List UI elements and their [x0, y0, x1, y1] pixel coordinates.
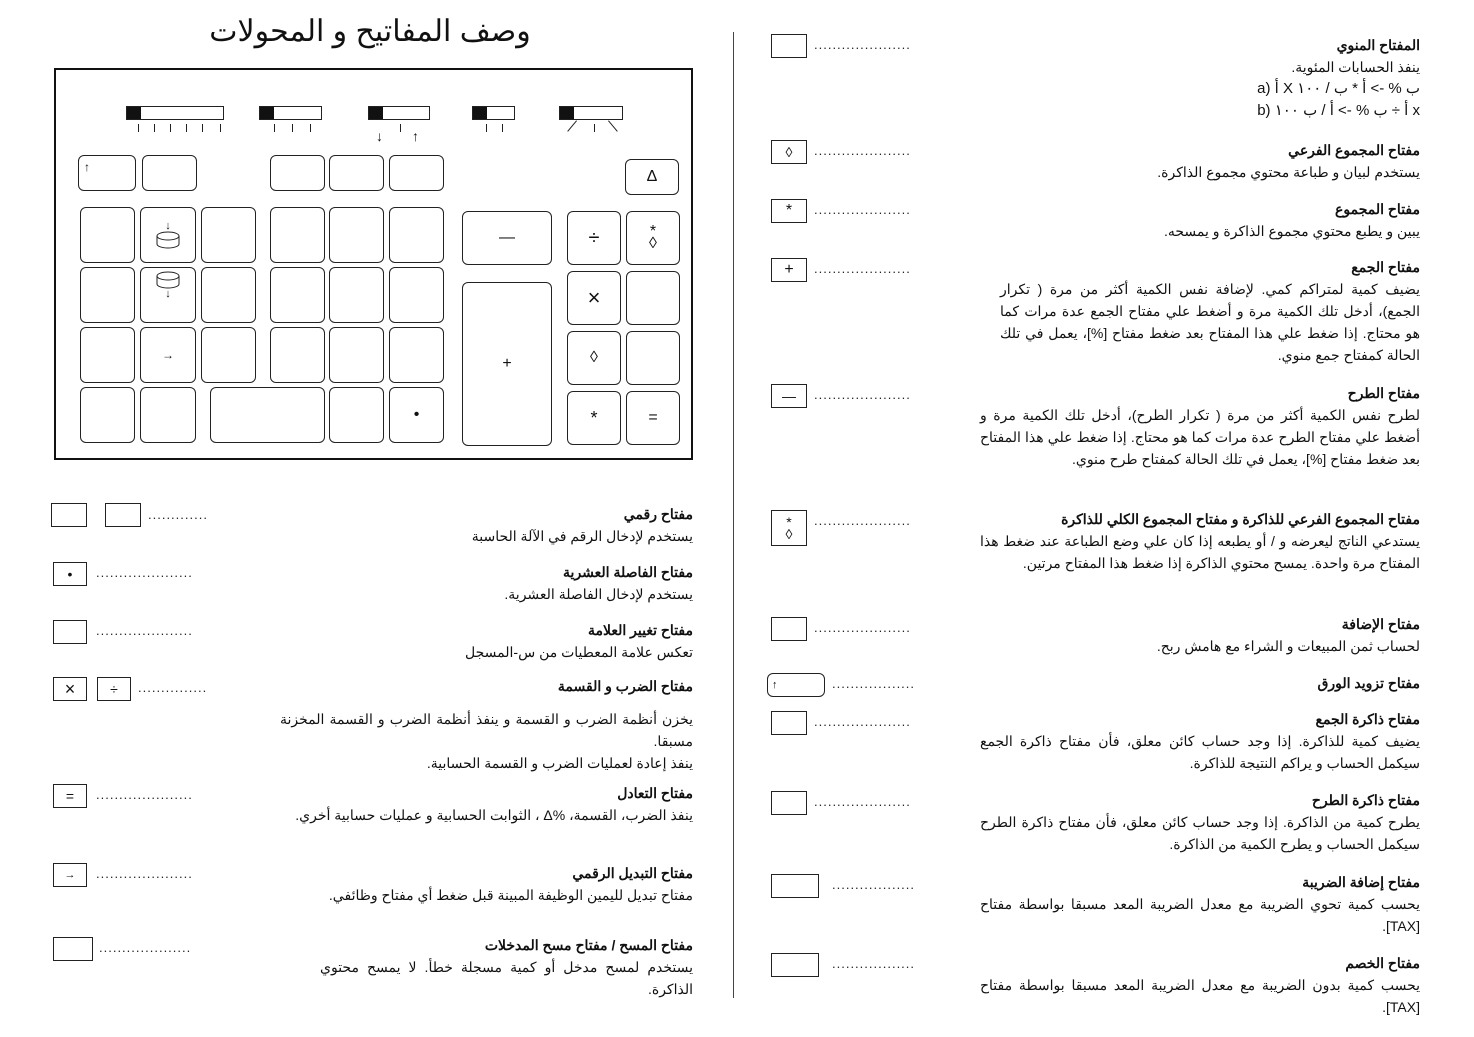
memory-minus-key-icon — [771, 791, 807, 815]
sign-change-key-icon — [53, 620, 87, 644]
entry-markup-key — [1000, 613, 1420, 657]
tax-minus-key[interactable] — [329, 155, 384, 191]
multiply-key[interactable]: × — [567, 271, 621, 325]
entry-title: مفتاح المسح / مفتاح مسح المدخلات — [484, 937, 693, 953]
shift-key-icon: → — [53, 863, 87, 887]
entry-description: لطرح نفس الكمية أكثر من مرة ( تكرار الطرح)، أدخل تلك الكمية مرة و أضغط علي مفتاح الطرح عدة مرات كما هو محتاج. إذا ضغط علي هذا المفتاح بعد ضغط مفتاح [%]، يعمل في تلك الحالة كمفتاح طرح منوي. — [980, 407, 1420, 467]
memory-minus-key[interactable] — [140, 267, 196, 323]
star-icon: * — [786, 514, 792, 530]
number-key[interactable] — [80, 207, 135, 263]
round-direction-switch[interactable] — [368, 106, 430, 120]
entry-title: مفتاح المجموع الفرعي للذاكرة و مفتاح المجموع الكلي للذاكرة — [1061, 511, 1420, 527]
entry-description: ينفذ الضرب، القسمة، %Δ ، الثوابت الحسابية و عمليات حسابية أخري. — [295, 807, 693, 823]
clear-key-icon — [53, 937, 93, 961]
down-arrow-icon: ↓ — [165, 220, 171, 232]
number-key[interactable] — [270, 327, 325, 383]
entry-description: تعكس علامة المعطيات من س-المسجل — [465, 644, 693, 660]
number-key[interactable] — [270, 267, 325, 323]
paper-feed-key-icon: ↑ — [767, 673, 825, 697]
memory-plus-key[interactable] — [140, 207, 196, 263]
subtotal-key-icon: ◊ — [771, 140, 807, 164]
entry-title: مفتاح المجموع — [1335, 201, 1420, 217]
leader-dots: ..................... — [814, 513, 911, 528]
entry-description: يبين و يطبع محتوي مجموع الذاكرة و يمسحه. — [1163, 223, 1420, 239]
number-key[interactable] — [270, 207, 325, 263]
double-zero-key[interactable] — [329, 387, 384, 443]
number-key[interactable] — [389, 267, 444, 323]
entry-memory-subtotal-key — [980, 508, 1420, 574]
entry-decimal-key — [300, 561, 693, 605]
entry-title: المفتاح المنوي — [1336, 37, 1420, 53]
entry-multiply-divide-key — [280, 675, 693, 774]
shift-key[interactable]: → — [140, 327, 196, 383]
entry-description: يستخدم لمسح مدخل أو كمية مسجلة خطأ. لا يمسح محتوي الذاكرة. — [320, 959, 693, 997]
formula-a: a) أ X ب % -> أ * ب / ١٠٠ — [1257, 80, 1420, 97]
number-key[interactable] — [389, 207, 444, 263]
number-key[interactable] — [389, 327, 444, 383]
entry-tax-minus-key — [980, 952, 1420, 1018]
leader-dots: .................. — [832, 956, 916, 971]
entry-sign-change-key — [300, 619, 693, 663]
entry-description: يحسب كمية بدون الضريبة مع معدل الضريبة المعد مسبقا بواسطة مفتاح [TAX]. — [980, 977, 1420, 1015]
round-down-arrow-icon: ↓ — [376, 128, 383, 144]
percent-key-icon — [771, 34, 807, 58]
entry-title: مفتاح الجمع — [1351, 259, 1420, 275]
entry-title: مفتاح ذاكرة الطرح — [1311, 792, 1420, 808]
sign-change-key[interactable] — [626, 331, 680, 385]
leader-dots: ..................... — [96, 565, 193, 580]
memory-drum-icon — [155, 271, 181, 289]
equals-key-icon: = — [53, 784, 87, 808]
number-key[interactable] — [140, 387, 196, 443]
entry-description: يستخدم لإدخال الرقم في الآلة الحاسبة — [471, 528, 693, 544]
entry-description: يستخدم لبيان و طباعة محتوي مجموع الذاكرة. — [1157, 164, 1420, 180]
tax-plus-key-icon — [771, 874, 819, 898]
entry-description: يضيف كمية لمتراكم كمي. لإضافة نفس الكمية أكثر من مرة ( تكرار الجمع)، أدخل تلك الكمية مرة و أضغط علي مفتاح الجمع عدة مرات كما هو محتاج. إذا ضغط علي هذا المفتاح بعد ضغط مفتاح [%]، يعمل في تلك الحالة كمفتاح جمع منوي. — [1000, 281, 1420, 363]
plus-key[interactable]: + — [462, 282, 552, 446]
down-arrow-icon: ↓ — [165, 288, 171, 300]
number-key[interactable] — [329, 327, 384, 383]
minus-key-icon: — — [771, 384, 807, 408]
paper-feed-key[interactable]: ↑ — [78, 155, 136, 191]
entry-minus-key — [980, 382, 1420, 470]
entry-title: مفتاح الإضافة — [1341, 616, 1420, 632]
leader-dots: ..................... — [814, 387, 911, 402]
formula-b: b) أ ÷ ب % -> أ / ب ١٠٠ x — [1257, 102, 1420, 119]
entry-title: مفتاح الطرح — [1347, 385, 1420, 401]
plus-key-icon: + — [771, 258, 807, 282]
switch-mark — [567, 120, 578, 132]
number-key[interactable] — [201, 267, 256, 323]
column-divider — [733, 32, 734, 998]
entry-description: ينفذ إعادة لعمليات الضرب و القسمة الحسابية. — [426, 755, 693, 771]
leader-dots: .................... — [99, 940, 192, 955]
entry-description: يضيف كمية للذاكرة. إذا وجد حساب كائن معلق، فأن مفتاح ذاكرة الجمع سيكمل الحساب و يراكم النتيجة للذاكرة. — [980, 733, 1420, 771]
delta-percent-key[interactable]: Δ — [625, 159, 679, 195]
numeric-key-icon — [51, 503, 87, 527]
clear-key[interactable] — [80, 387, 135, 443]
subtotal-key[interactable]: ◊ — [567, 331, 621, 385]
leader-dots: ..................... — [814, 202, 911, 217]
leader-dots: ..................... — [96, 787, 193, 802]
entry-title: مفتاح تغيير العلامة — [588, 622, 693, 638]
equals-key[interactable]: = — [626, 391, 680, 445]
entry-subtotal-key — [1000, 139, 1420, 183]
entry-title: مفتاح المجموع الفرعي — [1288, 142, 1420, 158]
rounding-switch[interactable] — [259, 106, 322, 120]
leader-dots: ............... — [138, 680, 208, 695]
leader-dots: ..................... — [96, 866, 193, 881]
entry-title: مفتاح تزويد الورق — [1317, 675, 1420, 691]
leader-dots: ..................... — [814, 261, 911, 276]
entry-equals-key — [265, 782, 693, 826]
entry-title: مفتاح الخصم — [1345, 955, 1420, 971]
entry-memory-minus-key — [980, 789, 1420, 855]
entry-description: ينفذ الحسابات المئوية. — [1291, 59, 1420, 75]
tax-minus-key-icon — [771, 953, 819, 977]
leader-dots: .................. — [832, 877, 916, 892]
numeric-key-icon — [105, 503, 141, 527]
divide-key-icon: ÷ — [97, 677, 131, 701]
entry-title: مفتاح إضافة الضريبة — [1302, 874, 1420, 890]
entry-clear-key — [320, 934, 693, 1000]
memory-subtotal-total-key-icon — [771, 510, 807, 546]
entry-tax-plus-key — [980, 871, 1420, 937]
leader-dots: ..................... — [96, 623, 193, 638]
entry-description: مفتاح تبديل لليمين الوظيفة المبينة قبل ضغط أي مفتاح وظائفي. — [328, 887, 693, 903]
entry-title: مفتاح الفاصلة العشرية — [563, 564, 693, 580]
entry-description: يحسب كمية تحوي الضريبة مع معدل الضريبة المعد مسبقا بواسطة مفتاح [TAX]. — [980, 896, 1420, 934]
entry-shift-key — [290, 862, 693, 906]
diamond-icon: ◊ — [649, 235, 657, 252]
number-key[interactable] — [329, 267, 384, 323]
multiply-key-icon: × — [53, 677, 87, 701]
entry-percent-key — [1000, 34, 1420, 122]
entry-title: مفتاح التبديل الرقمي — [572, 865, 693, 881]
decimal-key[interactable]: • — [389, 387, 444, 443]
entry-title: مفتاح الضرب و القسمة — [557, 678, 693, 694]
print-mode-switch[interactable] — [559, 106, 623, 120]
entry-description: لحساب ثمن المبيعات و الشراء مع هامش ربح. — [1156, 638, 1420, 654]
leader-dots: .................. — [832, 676, 916, 691]
total-key-icon: * — [771, 199, 807, 223]
memory-drum-icon — [155, 231, 181, 249]
percent-key[interactable] — [626, 271, 680, 325]
entry-description: يستخدم لإدخال الفاصلة العشرية. — [504, 586, 693, 602]
markup-key-icon — [771, 617, 807, 641]
number-key[interactable] — [201, 207, 256, 263]
tax-plus-key[interactable] — [270, 155, 325, 191]
entry-description: يستدعي الناتج ليعرضه و / أو يطبعه إذا كان علي وضع الطباعة عند ضغط هذا المفتاح مرة واحدة. يمسح محتوي الذاكرة إذا ضغط هذا المفتاح مرتين. — [980, 533, 1420, 571]
round-up-arrow-icon: ↑ — [412, 128, 419, 144]
switch-mark — [607, 120, 618, 132]
number-key[interactable] — [201, 327, 256, 383]
accumulate-switch[interactable] — [472, 106, 515, 120]
leader-dots: ..................... — [814, 143, 911, 158]
markup-key[interactable] — [142, 155, 197, 191]
leader-dots: ............. — [148, 507, 208, 522]
star-icon: * — [649, 223, 657, 240]
total-key[interactable]: * — [567, 391, 621, 445]
decimal-selector-switch[interactable] — [126, 106, 224, 120]
leader-dots: ..................... — [814, 620, 911, 635]
diamond-icon: ◊ — [785, 526, 793, 542]
entry-title: مفتاح التعادل — [617, 785, 693, 801]
leader-dots: ..................... — [814, 794, 911, 809]
entry-plus-key — [1000, 256, 1420, 366]
divide-key[interactable]: ÷ — [567, 211, 621, 265]
page-title: وصف المفاتيح و المحولات — [209, 15, 531, 48]
entry-total-key — [1000, 198, 1420, 242]
entry-title: مفتاح رقمي — [623, 506, 693, 522]
memory-plus-key-icon — [771, 711, 807, 735]
leader-dots: ..................... — [814, 37, 911, 52]
number-key[interactable] — [80, 267, 135, 323]
number-key[interactable] — [329, 207, 384, 263]
tax-key[interactable] — [389, 155, 444, 191]
entry-description: يخزن أنظمة الضرب و القسمة و ينفذ أنظمة الضرب و القسمة المخزنة مسبقا. — [280, 711, 693, 749]
memory-subtotal-total-key[interactable] — [626, 211, 680, 265]
entry-description: يطرح كمية من الذاكرة. إذا وجد حساب كائن معلق، فأن مفتاح ذاكرة الطرح سيكمل الحساب و يطرح الكمية من الذاكرة. — [980, 814, 1420, 852]
zero-key[interactable] — [210, 387, 325, 443]
minus-key[interactable]: — — [462, 211, 552, 265]
number-key[interactable] — [80, 327, 135, 383]
leader-dots: ..................... — [814, 714, 911, 729]
entry-memory-plus-key — [980, 708, 1420, 774]
decimal-key-icon: • — [53, 562, 87, 586]
entry-paper-feed-key — [1000, 672, 1420, 694]
entry-title: مفتاح ذاكرة الجمع — [1315, 711, 1420, 727]
keyboard-diagram — [54, 68, 693, 460]
entry-numeric-key — [300, 503, 693, 547]
